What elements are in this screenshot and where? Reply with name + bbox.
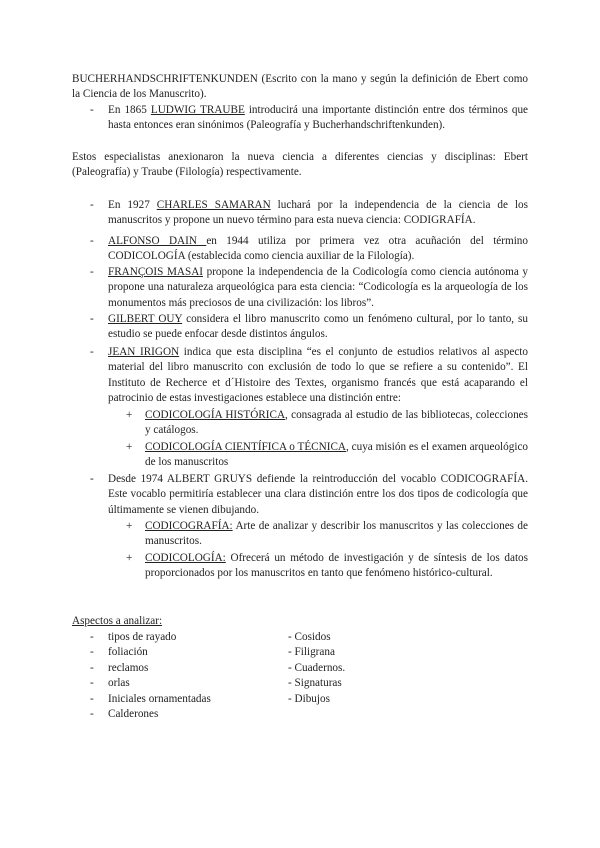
bullet-dash: - [90, 266, 94, 278]
bullet-dash: - [90, 646, 94, 659]
bullet-plus: + [126, 441, 133, 453]
bullet-dash: - [90, 661, 94, 674]
irigon-item [108, 345, 528, 407]
list-item: tipos de rayado [108, 631, 177, 643]
list-item: foliación [108, 646, 148, 659]
text: En 1927 [108, 199, 157, 211]
text: introducirá una importante distinción entre dos términos que hasta entonces eran sinónimos (Paleografía y Bucherhandschriftenkunden). [108, 104, 529, 132]
aspects-heading: Aspectos a analizar: [72, 615, 163, 627]
bullet-dash: - [90, 631, 94, 643]
text: , consagrada al estudio de las bibliotecas, colecciones y catálogos. [145, 409, 528, 437]
aspects-right-list [288, 630, 345, 707]
bullet-plus: + [126, 409, 133, 421]
intro-text: BUCHERHANDSCHRIFTENKUNDEN (Escrito con la mano y según la definición de Ebert como la Ciencia de los Manuscrito). [72, 73, 528, 101]
name-ouy: GILBERT OUY [108, 313, 183, 325]
samaran-item [108, 198, 528, 229]
bullet-dash: - [90, 708, 94, 721]
bullet-dash: - [90, 235, 94, 247]
list-item: - Cosidos [288, 631, 331, 643]
bullet-dash: - [90, 692, 94, 705]
ouy-item [108, 312, 528, 343]
intro-paragraph [72, 72, 528, 103]
historica-subitem [145, 408, 528, 439]
name-irigon: JEAN IRIGON [108, 346, 180, 358]
specialists-paragraph [72, 150, 528, 181]
text: Estos especialistas anexionaron la nueva ciencia a diferentes ciencias y disciplinas: Ebert (Paleografía) y Traube (Filología) respectivamente. [72, 151, 528, 179]
aspects-left-dashes [90, 630, 94, 722]
bullet-dash: - [90, 313, 94, 325]
bullet-plus: + [126, 520, 133, 532]
aspects-left-list [108, 630, 211, 722]
list-item: - Signaturas [288, 677, 342, 690]
name-traube: LUDWIG TRAUBE [150, 104, 245, 116]
list-item: Calderones [108, 708, 159, 721]
bullet-dash: - [90, 473, 94, 485]
masai-item [108, 265, 528, 311]
term-historica: CODICOLOGÍA HISTÓRICA [145, 409, 286, 421]
name-samaran: CHARLES SAMARAN [156, 199, 271, 211]
list-item: - Cuadernos. [288, 661, 346, 674]
text: Arte de analizar y describir los manuscritos y las colecciones de manuscritos. [145, 520, 528, 548]
list-item: - Dibujos [288, 692, 330, 705]
codicografia-subitem [145, 519, 528, 550]
gruys-item [108, 472, 528, 518]
cientifica-subitem [145, 440, 528, 471]
list-item: - Filigrana [288, 646, 335, 659]
bullet-dash: - [90, 199, 94, 211]
name-dain: ALFONSO DAIN [108, 235, 207, 247]
bullet-dash: - [90, 346, 94, 358]
traube-item [108, 103, 528, 134]
name-masai: FRANÇOIS MASAI [108, 266, 203, 278]
term-codicologia: CODICOLOGÍA: [145, 552, 226, 564]
list-item: orlas [108, 677, 130, 690]
list-item: Iniciales ornamentadas [108, 692, 211, 705]
bullet-dash: - [90, 677, 94, 690]
text: en 1944 utiliza por primera vez otra acuñación del término CODICOLOGÍA (establecida como ciencia auxiliar de la Filología). [108, 235, 528, 263]
bullet-plus: + [126, 552, 133, 564]
text: indica que esta disciplina “es el conjunto de estudios relativos al aspecto material del libro manuscrito con exclusión de todo lo que se refiere a su contenido”. El Instituto de Recherce et d´Histoire des Textes, organismo francés que está acaparando el patrocinio de estas investigaciones establece una distinción entre: [108, 346, 529, 405]
text: Desde 1974 ALBERT GRUYS defiende la reintroducción del vocablo CODICOGRAFÍA. Este vocablo permitiría establecer una clara distinción entre los dos tipos de codicología que últimamente se vienen dibujando. [108, 473, 528, 516]
term-cientifica: CODICOLOGÍA CIENTÍFICA o TÉCNICA [145, 441, 346, 453]
text: considera el libro manuscrito como un fenómeno cultural, por lo tanto, su estudio se puede enfocar desde distintos ángulos. [108, 313, 529, 341]
text: En 1865 [108, 104, 151, 116]
text: , cuya misión es el examen arqueológico de los manuscritos [145, 441, 528, 469]
dain-item [108, 234, 528, 265]
text: luchará por la independencia de la ciencia de los manuscritos y propone un nuevo término para esta nueva ciencia: CODIGRAFÍA. [108, 199, 528, 227]
text: propone la independencia de la Codicología como ciencia autónoma y propone una naturaleza arqueológica para esta ciencia: “Codicología es la arqueología de los monumentos más preciosos de una civilización: los libros”. [108, 266, 528, 309]
term-codicografia: CODICOGRAFÍA: [145, 520, 233, 532]
bullet-dash: - [90, 104, 94, 116]
codicologia-subitem [145, 551, 528, 582]
text: Ofrecerá un método de investigación y de síntesis de los datos proporcionados por los manuscritos en tanto que fenómeno histórico-cultural. [145, 552, 528, 580]
list-item: reclamos [108, 661, 149, 674]
